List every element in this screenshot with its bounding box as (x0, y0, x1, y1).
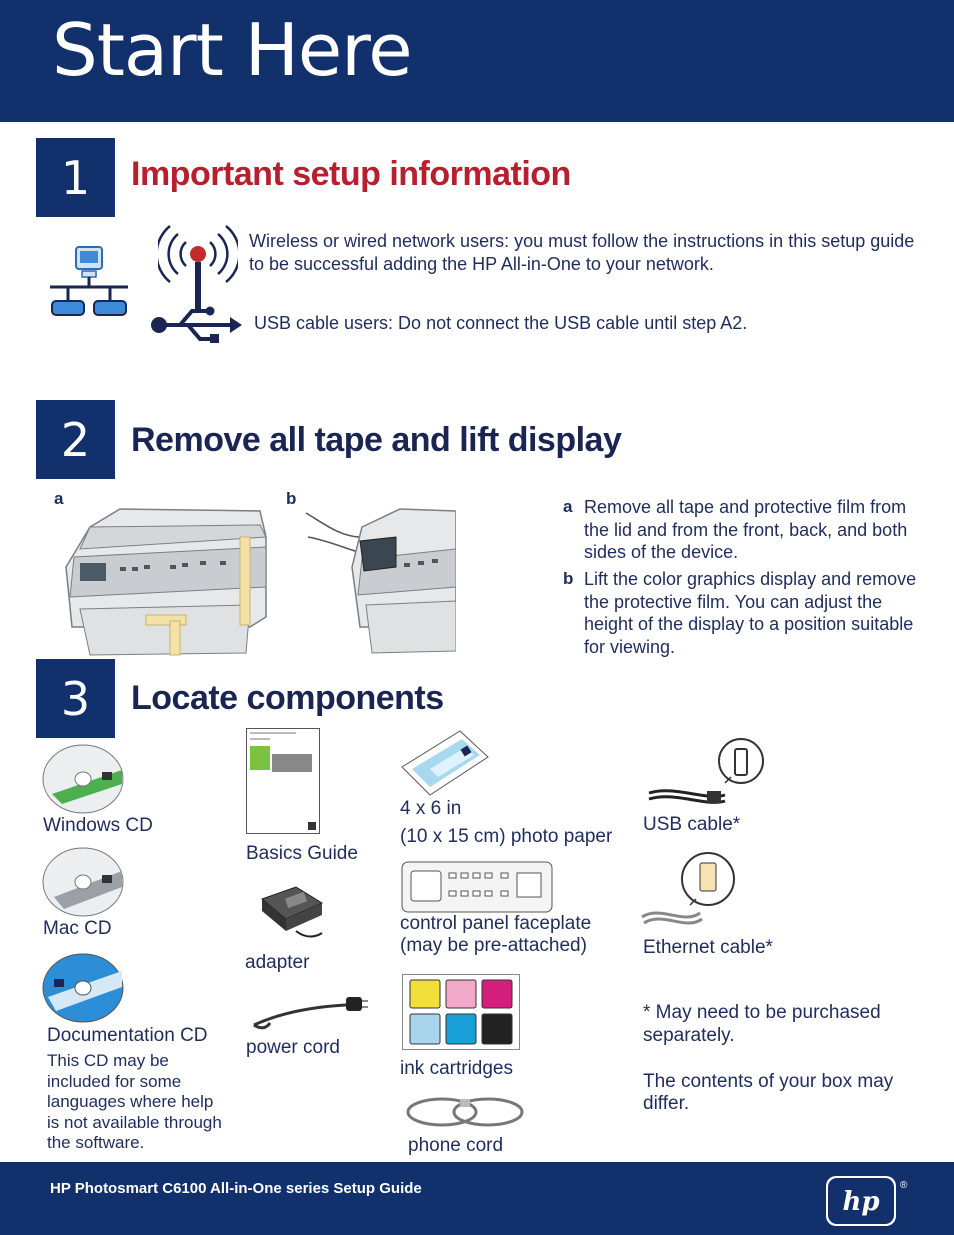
section-1-title: Important setup information (131, 155, 571, 193)
photo-paper-icon (400, 729, 490, 799)
ethernet-cable-asterisk: * (765, 937, 773, 958)
printer-tape-image (60, 497, 274, 657)
power-cord-label: power cord (246, 1037, 340, 1058)
purchase-note: * May need to be purchased separately. (643, 1002, 881, 1046)
contents-note: The contents of your box may differ. (643, 1071, 894, 1114)
image-b-label: b (286, 489, 297, 508)
registered-mark: ® (900, 1180, 908, 1191)
usb-icon (150, 306, 242, 344)
footer-bar (0, 1162, 954, 1235)
section-3-title: Locate components (131, 679, 444, 717)
section-3-number: 3 (36, 659, 115, 738)
usb-cable-text: USB cable (643, 814, 733, 835)
windows-cd-label: Windows CD (43, 815, 153, 836)
ethernet-cable-label (643, 937, 773, 959)
power-cord-icon (250, 993, 370, 1033)
image-a-label: a (54, 489, 64, 508)
adapter-label: adapter (245, 952, 310, 973)
network-info-text: Wireless or wired network users: you must follow the instructions in this setup guide to be successful adding the HP All-in-One to your network. (249, 231, 915, 274)
control-panel-faceplate-icon (401, 861, 553, 913)
mac-cd-icon (42, 847, 124, 917)
ethernet-cable-icon (640, 851, 740, 931)
step-a-text: Remove all tape and protective film from the lid and from the front, back, and both sides of the device. (584, 497, 908, 562)
usb-info-text: USB cable users: Do not connect the USB cable until step A2. (254, 313, 748, 333)
photo-paper-label-line1: 4 x 6 in (400, 798, 462, 819)
printer-display-image (300, 497, 456, 657)
section-1-number: 1 (36, 138, 115, 217)
footer-title: HP Photosmart C6100 All-in-One series Setup Guide (50, 1180, 422, 1197)
ethernet-cable-text: Ethernet cable (643, 937, 766, 958)
ink-cartridges-label: ink cartridges (400, 1058, 513, 1079)
documentation-cd-label: Documentation CD (47, 1025, 208, 1046)
wireless-icon (158, 222, 238, 314)
step-a-letter: a (563, 497, 573, 516)
hp-logo-text: hp (842, 1187, 880, 1217)
step-b-text: Lift the color graphics display and remove the protective film. You can adjust the height of the display to a position suitable for viewing. (584, 569, 917, 657)
documentation-cd-icon (42, 953, 124, 1023)
faceplate-label-line1: control panel faceplate (400, 913, 592, 934)
usb-cable-label (643, 814, 740, 836)
adapter-icon (256, 881, 326, 941)
basics-guide-icon (246, 728, 320, 834)
section-2-number: 2 (36, 400, 115, 479)
network-icon (46, 245, 130, 320)
page-title: Start Here (52, 8, 412, 92)
documentation-cd-note: This CD may be included for some languages where help is not available through the software. (47, 1051, 222, 1152)
section-2-title: Remove all tape and lift display (131, 421, 622, 459)
basics-guide-label: Basics Guide (246, 843, 358, 864)
photo-paper-label-line2: (10 x 15 cm) photo paper (400, 826, 613, 847)
ink-cartridges-icon (402, 974, 520, 1050)
phone-cord-icon (404, 1093, 526, 1131)
hp-logo (826, 1176, 896, 1226)
phone-cord-label: phone cord (408, 1135, 504, 1156)
step-b-letter: b (563, 569, 574, 588)
mac-cd-label: Mac CD (43, 918, 112, 939)
usb-cable-asterisk: * (732, 814, 741, 835)
usb-cable-icon (645, 737, 769, 807)
windows-cd-icon (42, 744, 124, 814)
faceplate-label-line2: (may be pre-attached) (400, 935, 587, 956)
